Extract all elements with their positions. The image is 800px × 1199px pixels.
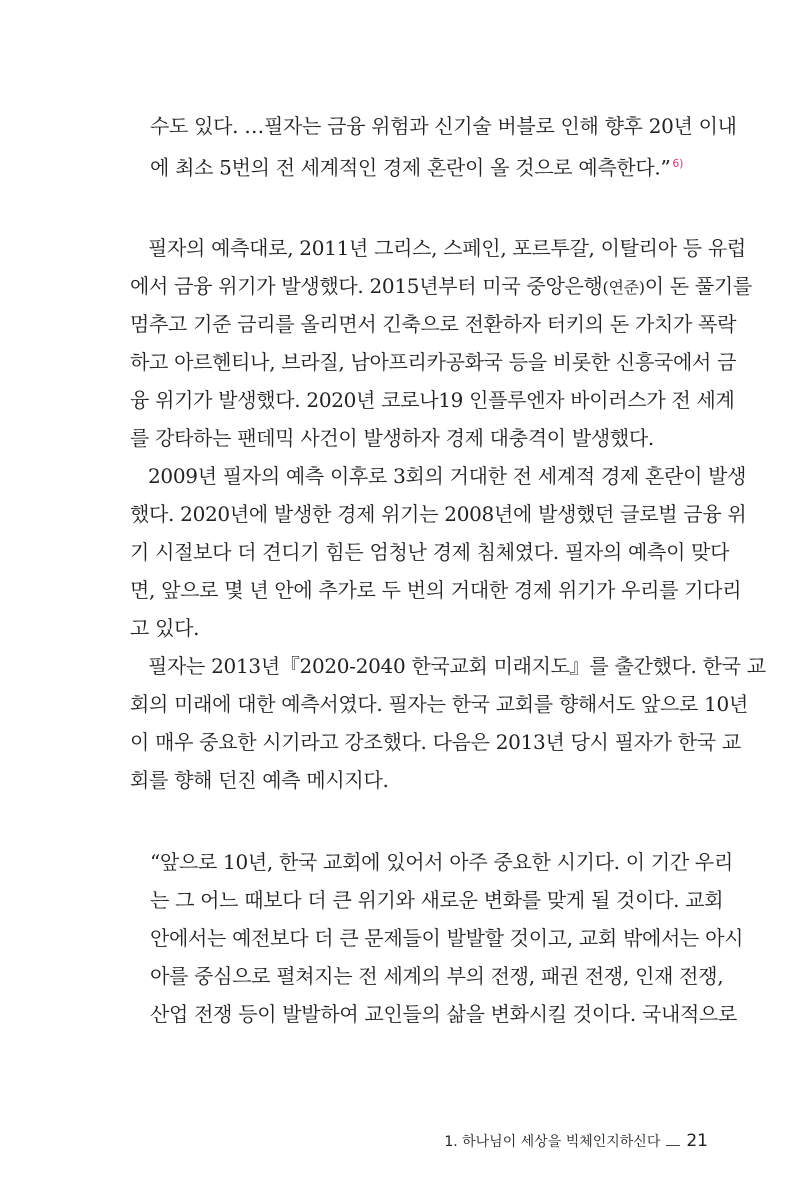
text-line: 산업 전쟁 등이 발발하여 교인들의 삶을 변화시킬 것이다. 국내적으로 (150, 1002, 738, 1026)
text-line: 회의 미래에 대한 예측서였다. 필자는 한국 교회를 향해서도 앞으로 10년 (130, 692, 748, 716)
text-line: 안에서는 예전보다 더 큰 문제들이 발발할 것이고, 교회 밖에서는 아시 (150, 926, 744, 950)
text-line: 필자는 2013년『2020-2040 한국교회 미래지도』를 출간했다. 한국 교 (148, 654, 766, 678)
text-span-small: (연준) (602, 278, 645, 297)
text-line: 를 강타하는 팬데믹 사건이 발생하자 경제 대충격이 발생했다. (130, 426, 654, 450)
text-line: 2009년 필자의 예측 이후로 3회의 거대한 전 세계적 경제 혼란이 발생 (148, 464, 747, 488)
text-line: 했다. 2020년에 발생한 경제 위기는 2008년에 발생했던 글로벌 금융 위 (130, 502, 747, 526)
text-line: 회를 향해 던진 예측 메시지다. (130, 768, 389, 792)
text-line: 필자의 예측대로, 2011년 그리스, 스페인, 포르투갈, 이탈리아 등 유럽 (148, 236, 746, 260)
page-number: 21 (686, 1131, 708, 1151)
text-span: 에 최소 5번의 전 세계적인 경제 혼란이 올 것으로 예측한다.” (150, 155, 671, 180)
text-line: “앞으로 10년, 한국 교회에 있어서 아주 중요한 시기다. 이 기간 우리 (150, 850, 733, 874)
text-span: 이 돈 풀기를 (644, 274, 752, 298)
footnote-ref[interactable]: 6) (672, 157, 684, 170)
text-line: 멈추고 기준 금리를 올리면서 긴축으로 전환하자 터키의 돈 가치가 폭락 (130, 312, 737, 336)
text-line: 기 시절보다 더 견디기 힘든 엄청난 경제 침체였다. 필자의 예측이 맞다 (130, 540, 730, 564)
text-line: 아를 중심으로 펼쳐지는 전 세계의 부의 전쟁, 패권 전쟁, 인재 전쟁, (150, 964, 724, 988)
text-line: 수도 있다. …필자는 금융 위험과 신기술 버블로 인해 향후 20년 이내 (150, 114, 737, 138)
text-line: 이 매우 중요한 시기라고 강조했다. 다음은 2013년 당시 필자가 한국 교 (130, 730, 741, 754)
text-span: 에서 금융 위기가 발생했다. 2015년부터 미국 중앙은행 (130, 274, 603, 298)
page-footer (444, 1131, 708, 1151)
footer-rule (666, 1145, 680, 1146)
text-line: 하고 아르헨티나, 브라질, 남아프리카공화국 등을 비롯한 신흥국에서 금 (130, 350, 737, 374)
text-line: 융 위기가 발생했다. 2020년 코로나19 인플루엔자 바이러스가 전 세계 (130, 388, 735, 412)
text-line (130, 272, 752, 300)
chapter-title: 1. 하나님이 세상을 빅체인지하신다 (444, 1134, 661, 1150)
text-line (150, 150, 684, 180)
text-line: 는 그 어느 때보다 더 큰 위기와 새로운 변화를 맞게 될 것이다. 교회 (150, 888, 724, 912)
text-line: 고 있다. (130, 616, 200, 640)
text-line: 면, 앞으로 몇 년 안에 추가로 두 번의 거대한 경제 위기가 우리를 기다리 (130, 578, 742, 602)
